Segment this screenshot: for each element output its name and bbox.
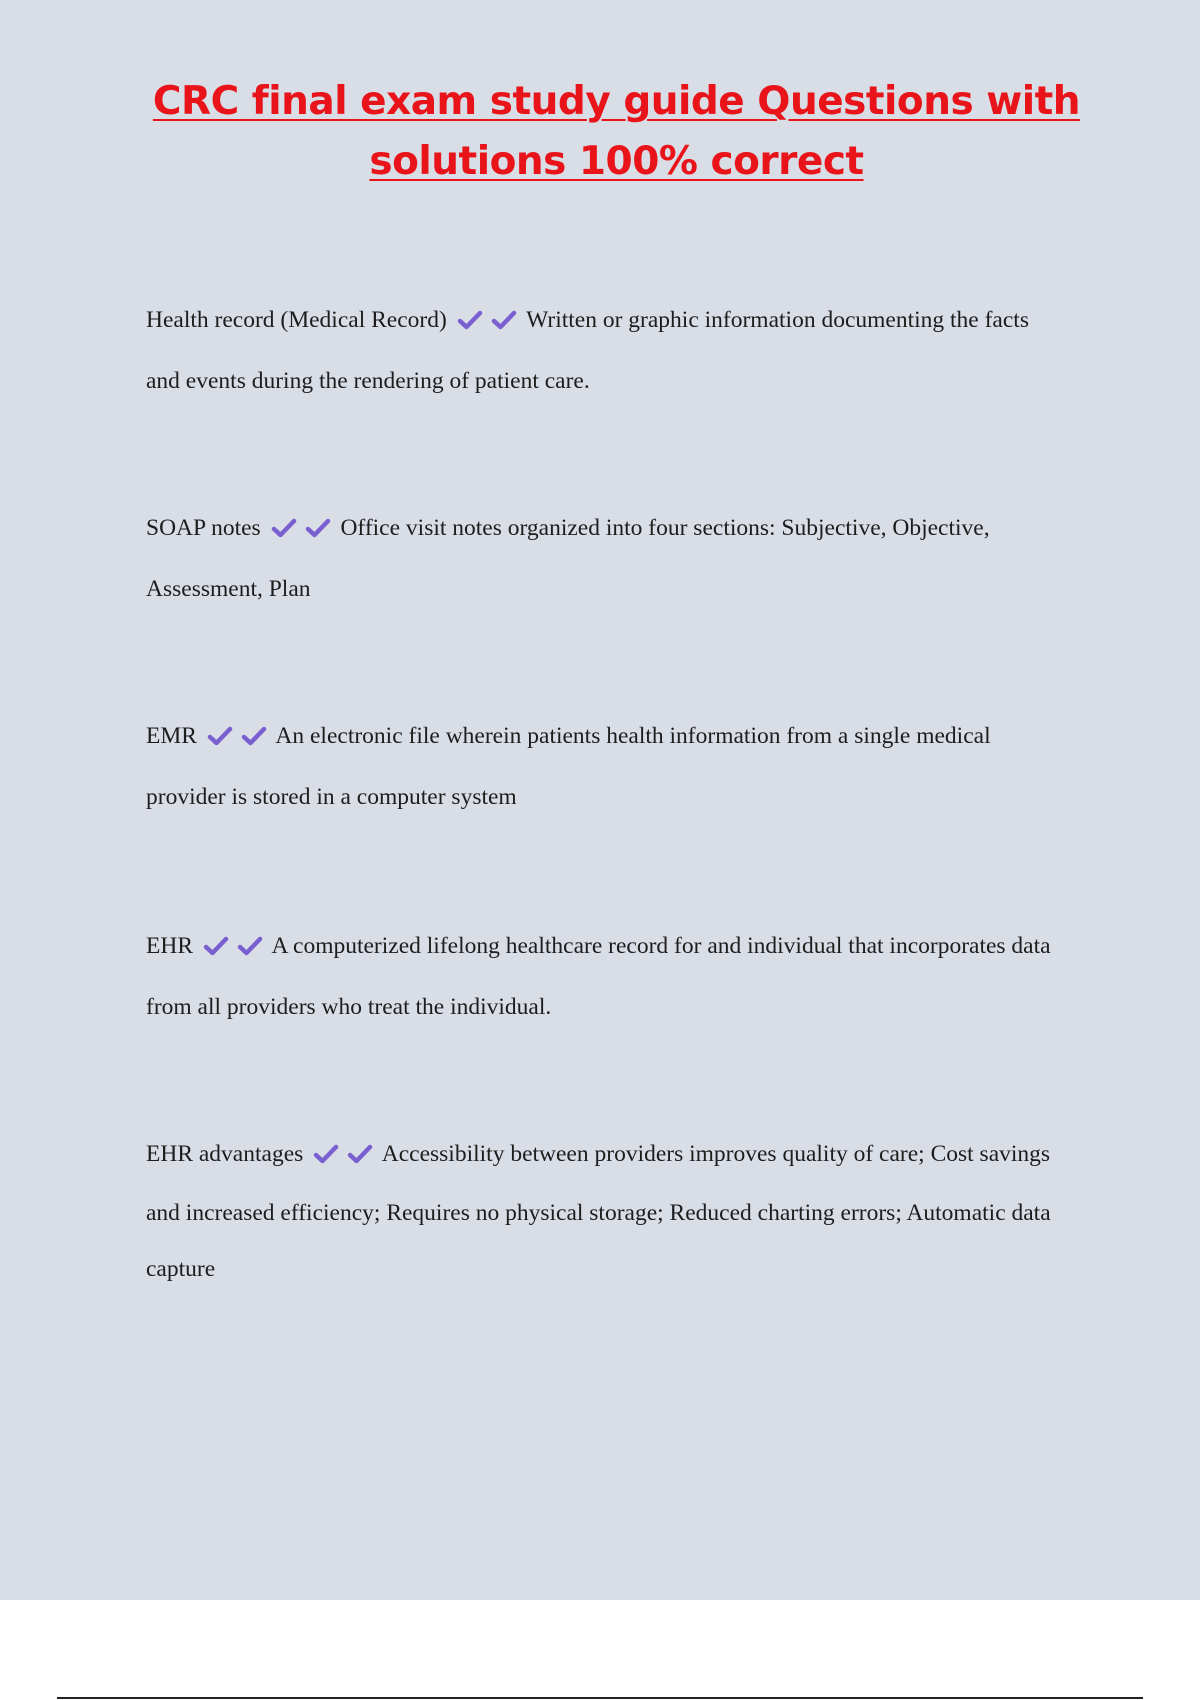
entry-definition-rest: Assessment, Plan — [146, 576, 311, 602]
check-mark-icon — [271, 517, 297, 539]
qa-entry-soap-notes — [146, 498, 1086, 620]
entry-term: EMR — [146, 723, 197, 749]
check-mark-icon — [241, 725, 267, 747]
check-mark-icon — [237, 935, 263, 957]
qa-entry-emr — [146, 706, 1086, 828]
check-mark-icon — [203, 935, 229, 957]
entry-definition-start: Written or graphic information documenting the facts — [526, 307, 1029, 333]
qa-entry-health-record — [146, 290, 1086, 412]
check-mark-icon — [491, 309, 517, 331]
entry-definition-start: Office visit notes organized into four sections: Subjective, Objective, — [340, 515, 990, 541]
footer-divider — [57, 1697, 1143, 1699]
check-mark-icon — [313, 1143, 339, 1165]
title-line-2: solutions 100% correct — [369, 139, 864, 184]
title-line-1: CRC final exam study guide Questions with — [152, 79, 1081, 124]
entry-term: SOAP notes — [146, 515, 261, 541]
check-mark-icon — [207, 725, 233, 747]
entry-definition-rest: and events during the rendering of patient care. — [146, 368, 590, 394]
entry-definition-rest: and increased efficiency; Requires no physical storage; Reduced charting errors; Automatic data capture — [146, 1200, 1051, 1282]
entry-definition-start: Accessibility between providers improves quality of care; Cost savings — [381, 1141, 1051, 1167]
entry-definition-rest: provider is stored in a computer system — [146, 784, 517, 810]
qa-entry-ehr — [146, 916, 1086, 1038]
qa-entry-ehr-advantages — [146, 1124, 1086, 1297]
document-title — [120, 72, 1113, 192]
entry-term: Health record (Medical Record) — [146, 307, 447, 333]
entry-term: EHR advantages — [146, 1141, 304, 1167]
entry-term: EHR — [146, 933, 193, 959]
entry-definition-start: An electronic file wherein patients health information from a single medical — [275, 723, 991, 749]
check-mark-icon — [347, 1143, 373, 1165]
check-mark-icon — [305, 517, 331, 539]
entry-definition-start: A computerized lifelong healthcare record for and individual that incorporates data — [271, 933, 1051, 959]
check-mark-icon — [457, 309, 483, 331]
entry-definition-rest: from all providers who treat the individual. — [146, 994, 552, 1020]
